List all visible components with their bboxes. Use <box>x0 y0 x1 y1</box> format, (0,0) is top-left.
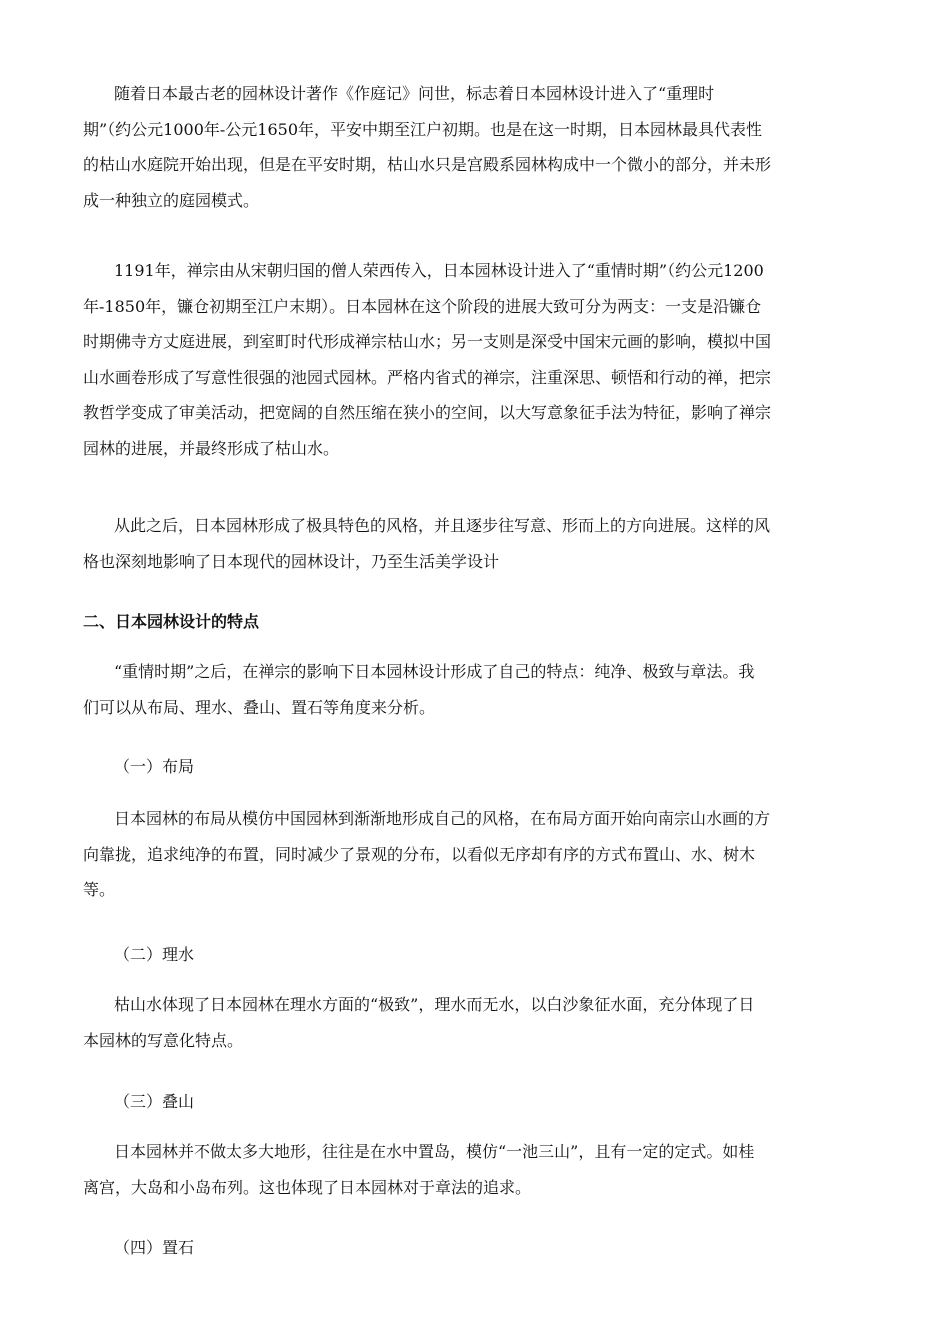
text-line: 1191年，禅宗由从宋朝归国的僧人荣西传入，日本园林设计进入了“重情时期”（约公元1200 <box>114 261 764 280</box>
text-line: 年-1850年，镰仓初期至江户末期）。日本园林在这个阶段的进展大致可分为两支：一支是沿镰仓 <box>83 296 762 316</box>
paragraph-water <box>83 987 863 1058</box>
text-line: 的枯山水庭院开始出现，但是在平安时期，枯山水只是宫殿系园林构成中一个微小的部分，并未形 <box>83 155 772 174</box>
subheading-water: （二）理水 <box>114 945 195 964</box>
text-line: 时期佛寺方丈庭进展，到室町时代形成禅宗枯山水；另一支则是深受中国宋元画的影响，模拟中国 <box>83 332 772 351</box>
text-line: 等。 <box>83 880 116 899</box>
text-line: 格也深刻地影响了日本现代的园林设计，乃至生活美学设计 <box>83 551 500 571</box>
text-line: 随着日本最古老的园林设计著作《作庭记》问世，标志着日本园林设计进入了“重理时 <box>114 84 715 103</box>
text-line: 枯山水体现了日本园林在理水方面的“极致”，理水而无水，以白沙象征水面，充分体现了日 <box>114 995 755 1014</box>
paragraph-style <box>83 508 863 579</box>
paragraph-features <box>83 654 863 725</box>
text-line: 园林的进展，并最终形成了枯山水。 <box>83 438 340 458</box>
subheading-stones: （四）置石 <box>114 1238 195 1257</box>
subheading-hills: （三）叠山 <box>114 1092 195 1111</box>
text-line: 向靠拢，追求纯净的布置，同时减少了景观的分布，以看似无序却有序的方式布置山、水、树木 <box>83 844 756 864</box>
text-line: 成一种独立的庭园模式。 <box>83 190 260 210</box>
paragraph-hills <box>83 1134 863 1205</box>
subheading-layout: （一）布局 <box>114 757 195 776</box>
text-line: 山水画卷形成了写意性很强的池园式园林。严格内省式的禅宗，注重深思、顿悟和行动的禅，把宗 <box>83 367 772 387</box>
text-line: 教哲学变成了审美活动，把宽阔的自然压缩在狭小的空间，以大写意象征手法为特征，影响了禅宗 <box>83 403 772 422</box>
section-heading: 二、日本园林设计的特点 <box>83 612 260 631</box>
text-line: 本园林的写意化特点。 <box>83 1030 244 1050</box>
text-line: “重情时期”之后，在禅宗的影响下日本园林设计形成了自己的特点：纯净、极致与章法。我 <box>114 662 755 681</box>
text-line: 们可以从布局、理水、叠山、置石等角度来分析。 <box>83 697 436 717</box>
text-line: 期”（约公元1000年-公元1650年，平安中期至江户初期。也是在这一时期，日本园林最具代表性 <box>83 119 763 139</box>
paragraph-zen <box>83 253 863 466</box>
text-line: 日本园林并不做太多大地形，往往是在水中置岛，模仿“一池三山”，且有一定的定式。如桂 <box>114 1142 755 1161</box>
text-line: 离宫，大岛和小岛布列。这也体现了日本园林对于章法的追求。 <box>83 1177 532 1197</box>
text-line: 从此之后，日本园林形成了极具特色的风格，并且逐步往写意、形而上的方向进展。这样的风 <box>114 516 771 535</box>
paragraph-layout <box>83 801 863 908</box>
text-line: 日本园林的布局从模仿中国园林到渐渐地形成自己的风格，在布局方面开始向南宗山水画的方 <box>114 809 771 828</box>
paragraph-origin <box>83 76 863 218</box>
